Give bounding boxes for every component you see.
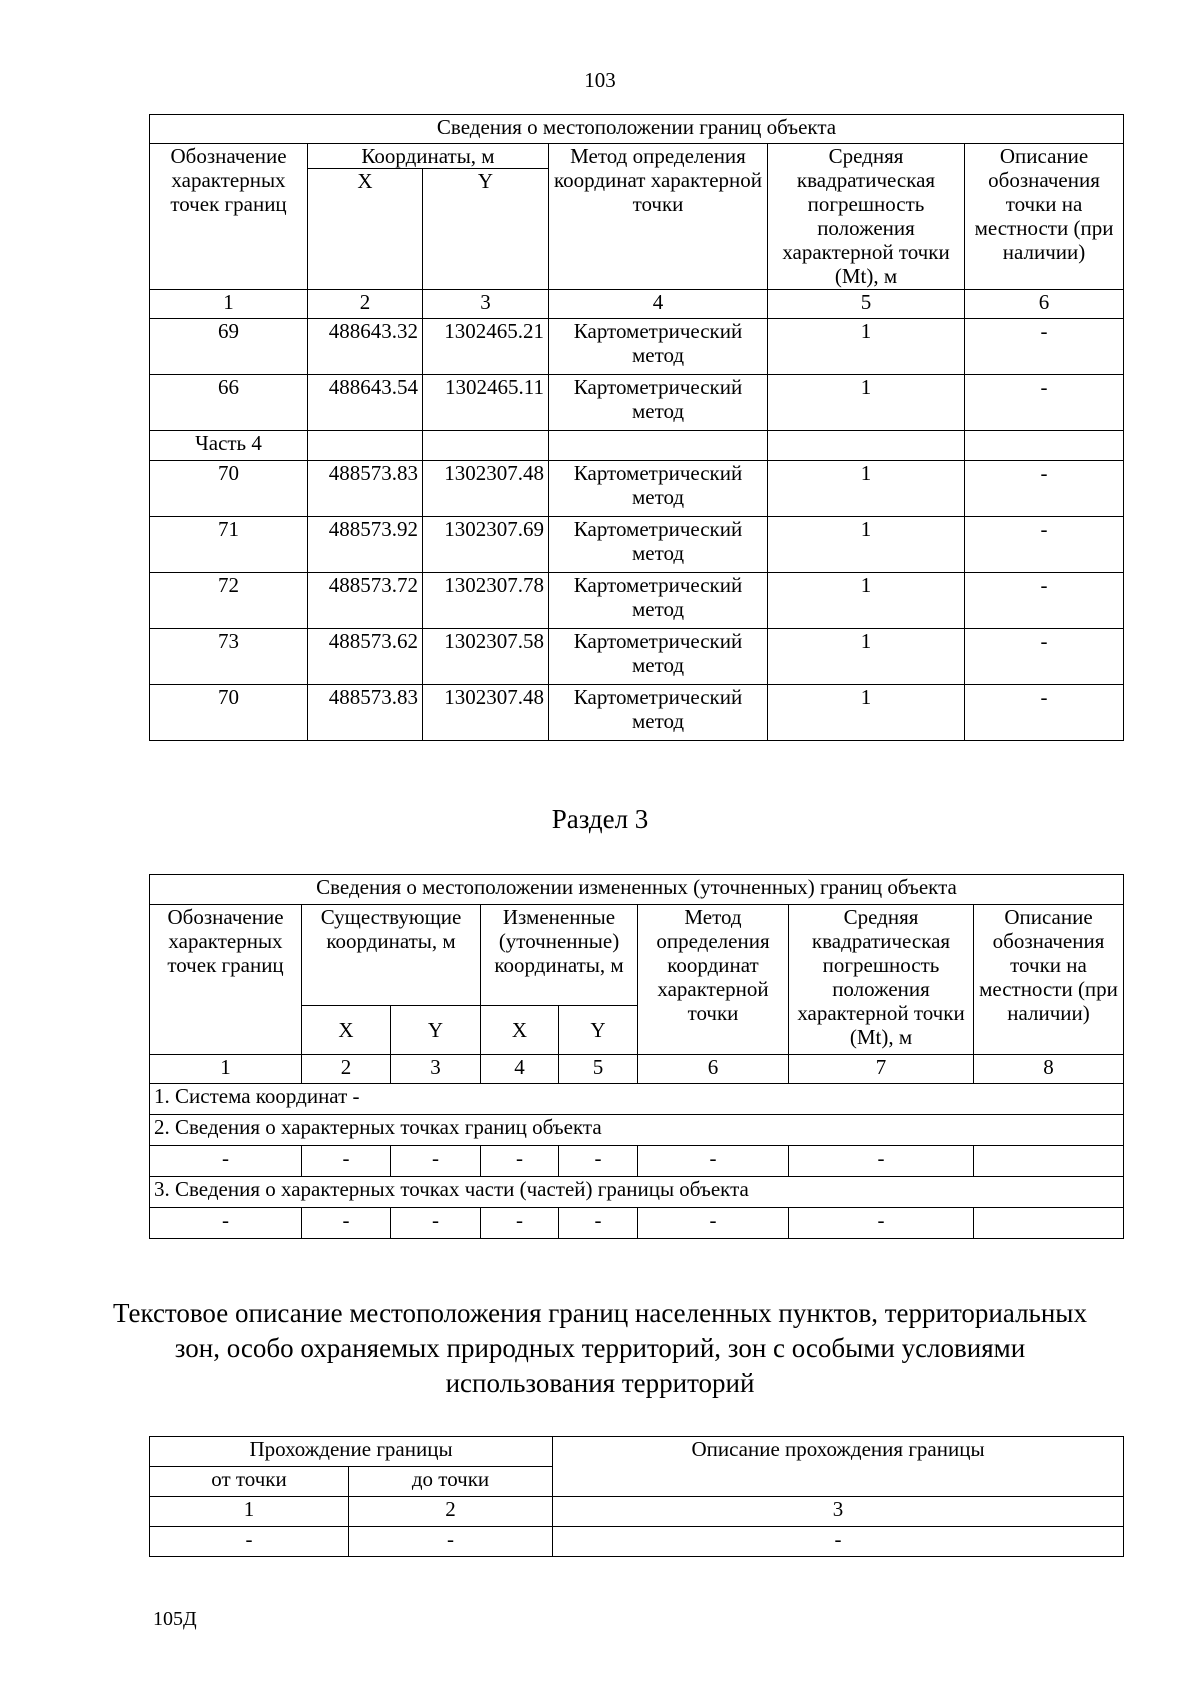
header-passage: Прохождение границы bbox=[150, 1437, 553, 1467]
header-desc: Описание обозначения точки на местности (при наличии) bbox=[974, 905, 1124, 1055]
header-error: Средняя квадратическая погрешность положения характерной точки (Mt), м bbox=[768, 144, 965, 290]
table-row bbox=[150, 573, 1124, 629]
header-method: Метод определения координат характерной точки bbox=[638, 905, 789, 1055]
x-cell: 488573.92 bbox=[308, 517, 423, 573]
desc-cell: - bbox=[965, 685, 1124, 741]
header-x: X bbox=[308, 169, 423, 290]
desc-cell: - bbox=[965, 517, 1124, 573]
coordinate-system: 1. Система координат - bbox=[150, 1084, 1124, 1115]
y-cell: 1302465.21 bbox=[423, 319, 549, 375]
table-cell: - bbox=[391, 1146, 481, 1177]
table-cell: - bbox=[481, 1146, 559, 1177]
page-number: 103 bbox=[584, 68, 616, 92]
parts-section-title: 3. Сведения о характерных точках части (частей) границы объекта bbox=[150, 1177, 1124, 1208]
table-title: Сведения о местоположении измененных (уточненных) границ объекта bbox=[150, 875, 1124, 905]
table-cell: - bbox=[789, 1146, 974, 1177]
col-number: 7 bbox=[789, 1055, 974, 1084]
method-cell: Картометрический метод bbox=[549, 517, 768, 573]
error-cell: 1 bbox=[768, 461, 965, 517]
header-error: Средняя квадратическая погрешность положения характерной точки (Mt), м bbox=[789, 905, 974, 1055]
col-number: 6 bbox=[638, 1055, 789, 1084]
header-point: Обозначение характерных точек границ bbox=[150, 905, 302, 1055]
header-desc: Описание обозначения точки на местности (при наличии) bbox=[965, 144, 1124, 290]
desc-cell: - bbox=[965, 461, 1124, 517]
col-number: 2 bbox=[349, 1497, 553, 1527]
method-cell: Картометрический метод bbox=[549, 375, 768, 431]
header-existing: Существующие координаты, м bbox=[302, 905, 481, 1006]
col-number: 3 bbox=[391, 1055, 481, 1084]
desc-cell: - bbox=[965, 319, 1124, 375]
y-cell: 1302465.11 bbox=[423, 375, 549, 431]
header-changed: Измененные (уточненные) координаты, м bbox=[481, 905, 638, 1006]
section-title: Раздел 3 bbox=[551, 804, 649, 834]
header-point: Обозначение характерных точек границ bbox=[150, 144, 308, 290]
col-number: 4 bbox=[481, 1055, 559, 1084]
y-cell: 1302307.48 bbox=[423, 461, 549, 517]
table-cell: - bbox=[559, 1208, 638, 1239]
table-cell: - bbox=[481, 1208, 559, 1239]
table-cell: - bbox=[150, 1208, 302, 1239]
col-number: 1 bbox=[150, 1497, 349, 1527]
point-cell: 70 bbox=[150, 461, 308, 517]
header-from: от точки bbox=[150, 1467, 349, 1497]
table-title: Сведения о местоположении границ объекта bbox=[150, 115, 1124, 144]
y-cell: 1302307.58 bbox=[423, 629, 549, 685]
x-cell: 488573.62 bbox=[308, 629, 423, 685]
col-number: 1 bbox=[150, 1055, 302, 1084]
col-number: 3 bbox=[423, 290, 549, 319]
boundary-passage-table bbox=[149, 1436, 1124, 1557]
table-cell: - bbox=[349, 1527, 553, 1557]
table-cell: - bbox=[150, 1146, 302, 1177]
desc-cell: - bbox=[965, 573, 1124, 629]
col-number: 1 bbox=[150, 290, 308, 319]
table-cell: - bbox=[559, 1146, 638, 1177]
point-cell: 69 bbox=[150, 319, 308, 375]
y-cell: 1302307.78 bbox=[423, 573, 549, 629]
table-cell: - bbox=[638, 1146, 789, 1177]
part-label: Часть 4 bbox=[150, 431, 308, 461]
table-row bbox=[150, 517, 1124, 573]
error-cell: 1 bbox=[768, 573, 965, 629]
table-row bbox=[150, 319, 1124, 375]
error-cell: 1 bbox=[768, 629, 965, 685]
text-description-heading: Текстовое описание местоположения границ населенных пунктов, территориальных зон, особо охраняемых природных территорий, зон с особыми условиями использования территорий bbox=[113, 1298, 1087, 1398]
error-cell: 1 bbox=[768, 685, 965, 741]
col-number: 4 bbox=[549, 290, 768, 319]
header-coords: Координаты, м bbox=[308, 144, 549, 169]
boundary-coordinates-table bbox=[149, 114, 1124, 741]
changed-boundaries-table bbox=[149, 874, 1124, 1239]
col-number: 5 bbox=[559, 1055, 638, 1084]
method-cell: Картометрический метод bbox=[549, 319, 768, 375]
points-section-title: 2. Сведения о характерных точках границ объекта bbox=[150, 1115, 1124, 1146]
desc-cell: - bbox=[965, 629, 1124, 685]
document-code: 105Д bbox=[153, 1608, 197, 1630]
col-number: 5 bbox=[768, 290, 965, 319]
y-cell: 1302307.48 bbox=[423, 685, 549, 741]
table-cell: - bbox=[789, 1208, 974, 1239]
method-cell: Картометрический метод bbox=[549, 573, 768, 629]
header-y: Y bbox=[559, 1006, 638, 1055]
col-number: 2 bbox=[302, 1055, 391, 1084]
table-row bbox=[150, 461, 1124, 517]
table-row bbox=[150, 1527, 1124, 1557]
table-cell bbox=[974, 1146, 1124, 1177]
point-cell: 73 bbox=[150, 629, 308, 685]
header-y: Y bbox=[423, 169, 549, 290]
table-row bbox=[150, 1146, 1124, 1177]
col-number: 2 bbox=[308, 290, 423, 319]
table-cell: - bbox=[302, 1208, 391, 1239]
table-cell bbox=[974, 1208, 1124, 1239]
point-cell: 70 bbox=[150, 685, 308, 741]
x-cell: 488573.83 bbox=[308, 461, 423, 517]
header-x: X bbox=[302, 1006, 391, 1055]
table-cell: - bbox=[150, 1527, 349, 1557]
x-cell: 488573.83 bbox=[308, 685, 423, 741]
table-row bbox=[150, 1208, 1124, 1239]
header-y: Y bbox=[391, 1006, 481, 1055]
method-cell: Картометрический метод bbox=[549, 461, 768, 517]
point-cell: 66 bbox=[150, 375, 308, 431]
header-passage-desc: Описание прохождения границы bbox=[553, 1437, 1124, 1497]
table-cell: - bbox=[553, 1527, 1124, 1557]
error-cell: 1 bbox=[768, 517, 965, 573]
point-cell: 72 bbox=[150, 573, 308, 629]
error-cell: 1 bbox=[768, 375, 965, 431]
table-cell: - bbox=[302, 1146, 391, 1177]
table-row bbox=[150, 375, 1124, 431]
header-x: X bbox=[481, 1006, 559, 1055]
header-method: Метод определения координат характерной точки bbox=[549, 144, 768, 290]
table-cell: - bbox=[638, 1208, 789, 1239]
table-cell: - bbox=[391, 1208, 481, 1239]
y-cell: 1302307.69 bbox=[423, 517, 549, 573]
col-number: 6 bbox=[965, 290, 1124, 319]
method-cell: Картометрический метод bbox=[549, 685, 768, 741]
header-to: до точки bbox=[349, 1467, 553, 1497]
x-cell: 488643.54 bbox=[308, 375, 423, 431]
col-number: 3 bbox=[553, 1497, 1124, 1527]
point-cell: 71 bbox=[150, 517, 308, 573]
col-number: 8 bbox=[974, 1055, 1124, 1084]
error-cell: 1 bbox=[768, 319, 965, 375]
table-row bbox=[150, 629, 1124, 685]
x-cell: 488643.32 bbox=[308, 319, 423, 375]
method-cell: Картометрический метод bbox=[549, 629, 768, 685]
desc-cell: - bbox=[965, 375, 1124, 431]
table-row bbox=[150, 685, 1124, 741]
x-cell: 488573.72 bbox=[308, 573, 423, 629]
